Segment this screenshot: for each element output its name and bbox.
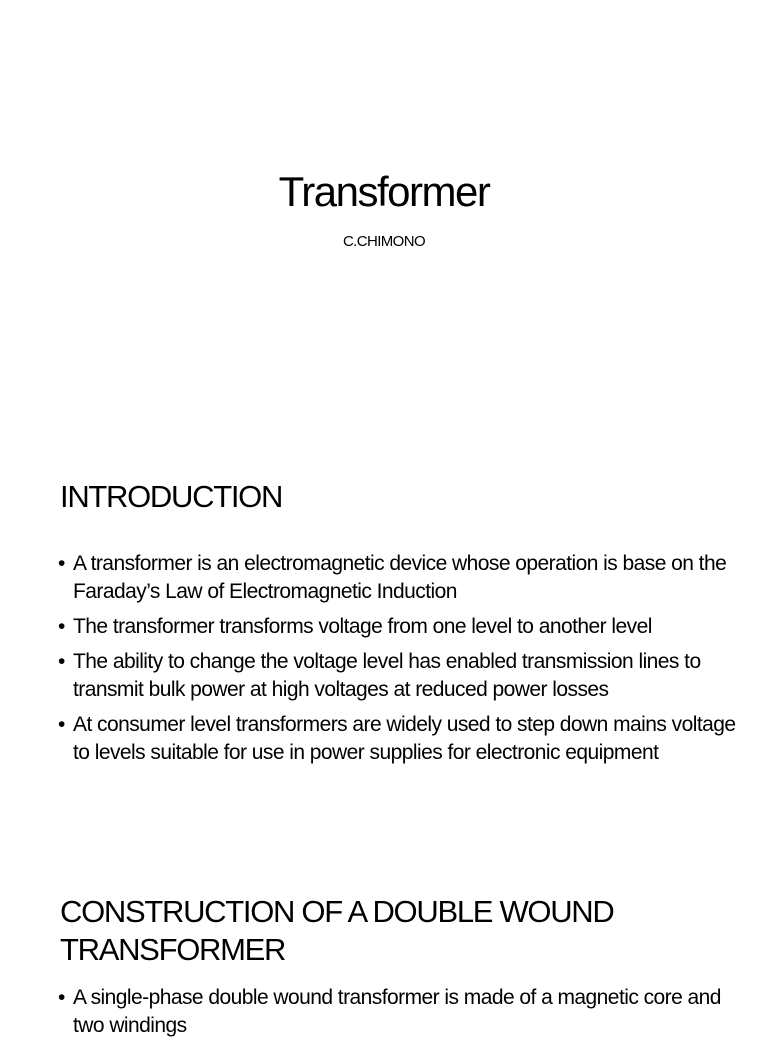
bullet-item (58, 613, 738, 641)
bullet-icon: • (58, 986, 65, 1009)
bullet-text: At consumer level transformers are widely used to step down mains voltage to levels suitable for use in power supplies for electronic equipment (73, 713, 736, 764)
author-name: C.CHIMONO (342, 233, 426, 250)
bullet-text: A single-phase double wound transformer is made of a magnetic core and two windings (73, 986, 721, 1037)
presentation-title: Transformer (278, 168, 490, 215)
bullet-text: A transformer is an electromagnetic device whose operation is base on the Faraday’s Law of Electromagnetic Induction (73, 552, 727, 603)
title-slide (0, 0, 768, 440)
introduction-heading: INTRODUCTION (60, 479, 283, 514)
bullet-text: The transformer transforms voltage from one level to another level (73, 615, 652, 638)
bullet-item (58, 711, 738, 767)
bullet-icon: • (58, 650, 65, 673)
bullet-item (58, 648, 738, 704)
construction-bullet-list (58, 984, 738, 1047)
construction-heading: CONSTRUCTION OF A DOUBLE WOUND TRANSFORMER (60, 894, 614, 967)
bullet-icon: • (58, 615, 65, 638)
bullet-icon: • (58, 552, 65, 575)
introduction-bullet-list (58, 550, 738, 774)
construction-slide (0, 860, 768, 1037)
bullet-text: The ability to change the voltage level has enabled transmission lines to transmit bulk power at high voltages at reduced power losses (73, 650, 701, 701)
bullet-icon: • (58, 713, 65, 736)
introduction-slide (0, 440, 768, 860)
bullet-item (58, 550, 738, 606)
bullet-item (58, 984, 738, 1040)
